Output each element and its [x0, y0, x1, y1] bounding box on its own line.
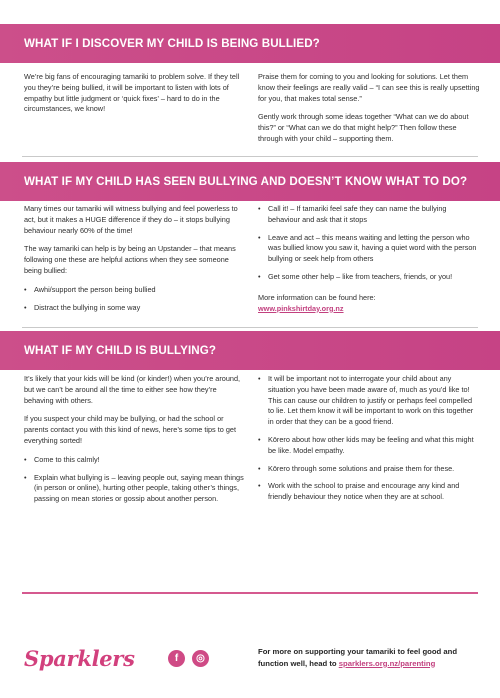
section3-left-column	[24, 374, 246, 512]
section2-right-column	[258, 204, 480, 314]
section2-right-list	[258, 204, 480, 283]
list-item	[258, 481, 480, 503]
list-item-text: Leave and act – this means waiting and letting the person who was bullied know you saw it, having a quiet word with the person bullying or seek help from others	[268, 232, 477, 264]
list-item-text: Come to this calmly!	[34, 454, 100, 464]
bullet-icon: •	[24, 472, 27, 482]
sparklers-logo[interactable]: Sparklers	[24, 646, 135, 671]
list-item	[24, 285, 246, 296]
section1-left-paragraph: We’re big fans of encouraging tamariki to problem solve. If they tell you they’re being bullied, it will be important to listen with lots of empathy but little judgment or ‘quick fixes’ – hard to do in the circumstances, we know!	[24, 72, 240, 114]
list-item-text: Distract the bullying in some way	[34, 302, 141, 312]
list-item	[258, 464, 480, 475]
list-item	[24, 455, 246, 466]
sparklers-parenting-link[interactable]: sparklers.org.nz/parenting	[338, 658, 436, 668]
section3-right-list	[258, 374, 480, 503]
list-item-text: Work with the school to praise and encourage any kind and friendly behaviour they notice when they are at school.	[268, 481, 460, 502]
section2-heading: WHAT IF MY CHILD HAS SEEN BULLYING AND DOESN’T KNOW WHAT TO DO?	[0, 162, 500, 201]
list-item	[258, 374, 480, 428]
section2-left-column	[24, 204, 246, 320]
section1-right-column	[258, 72, 480, 153]
bullet-icon: •	[258, 481, 261, 491]
bullet-icon: •	[258, 463, 261, 473]
facebook-icon[interactable]: f	[168, 650, 185, 667]
section3-heading: WHAT IF MY CHILD IS BULLYING?	[0, 331, 500, 370]
divider	[22, 156, 478, 157]
list-item	[258, 272, 480, 283]
list-item-text: Kōrero about how other kids may be feeling and what this might be like. Model empathy.	[268, 434, 474, 455]
footer-text-prefix: For more on supporting your tamariki to feel good and function well, head to	[258, 647, 458, 668]
footer-text	[258, 646, 483, 669]
section2-left-paragraph-2: The way tamariki can help is by being an Upstander – that means following one these are helpful actions when they see someone being bullied:	[24, 244, 236, 275]
instagram-icon[interactable]: ◎	[192, 650, 209, 667]
list-item	[258, 435, 480, 457]
list-item-text: Get some other help – like from teachers, friends, or you!	[268, 271, 453, 281]
list-item	[24, 303, 246, 314]
bullet-icon: •	[258, 374, 261, 383]
section3-left-paragraph-1: It’s likely that your kids will be kind (or kinder!) when you’re around, but we can’t be around all the time to either see how they’re behaving with others.	[24, 374, 241, 405]
bullet-icon: •	[24, 302, 27, 312]
list-item	[24, 473, 246, 505]
divider	[22, 327, 478, 328]
section3-left-list	[24, 455, 246, 505]
section2-left-paragraph-1: Many times our tamariki will witness bullying and feel powerless to act, but it makes a HUGE difference if they do – it stops bullying behaviour nearly 60% of the time!	[24, 204, 238, 235]
list-item	[258, 204, 480, 226]
list-item-text: Explain what bullying is – leaving people out, saying mean things (in person or online), hurting other people, taking other’s things, passing on mean stories or gossip about another person.	[34, 472, 244, 504]
more-info-text: More information can be found here:	[258, 292, 376, 302]
list-item-text: Awhi/support the person being bullied	[34, 284, 156, 294]
section3-right-column	[258, 374, 480, 510]
footer-divider	[22, 592, 478, 594]
bullet-icon: •	[258, 434, 261, 444]
bullet-icon: •	[24, 454, 27, 464]
bullet-icon: •	[24, 284, 27, 294]
section1-left-column	[24, 72, 242, 123]
bullet-icon: •	[258, 204, 261, 213]
list-item-text: Call it! – If tamariki feel safe they can name the bullying behaviour and ask that it stops	[268, 204, 447, 224]
bullet-icon: •	[258, 271, 261, 281]
section3-left-paragraph-2: If you suspect your child may be bullying, or had the school or parents contact you with this kind of news, here’s some tips to get everything sorted!	[24, 414, 236, 445]
section1-right-paragraph-2: Gently work through some ideas together “What can we do about this?” or “What can we do that might help?” Then follow these through with your child – supporting them.	[258, 112, 469, 143]
section2-left-list	[24, 285, 246, 314]
list-item	[258, 233, 480, 265]
list-item-text: Kōrero through some solutions and praise them for these.	[268, 463, 455, 473]
pinkshirtday-link[interactable]: www.pinkshirtday.org.nz	[258, 303, 344, 313]
bullet-icon: •	[258, 232, 261, 242]
section1-right-paragraph-1: Praise them for coming to you and looking for solutions. Let them know their feelings are really valid – “I can see this is really upsetting for you, that makes total sense.”	[258, 72, 480, 103]
list-item-text: It will be important not to interrogate your child about any situation you have been made aware of, much as you’d like to! This can cause our children to justify or perhaps feel compelled to lie. Let them know it will be important to work on this together in order that they can be a good friend.	[268, 374, 474, 427]
section1-heading: WHAT IF I DISCOVER MY CHILD IS BEING BULLIED?	[0, 24, 500, 63]
